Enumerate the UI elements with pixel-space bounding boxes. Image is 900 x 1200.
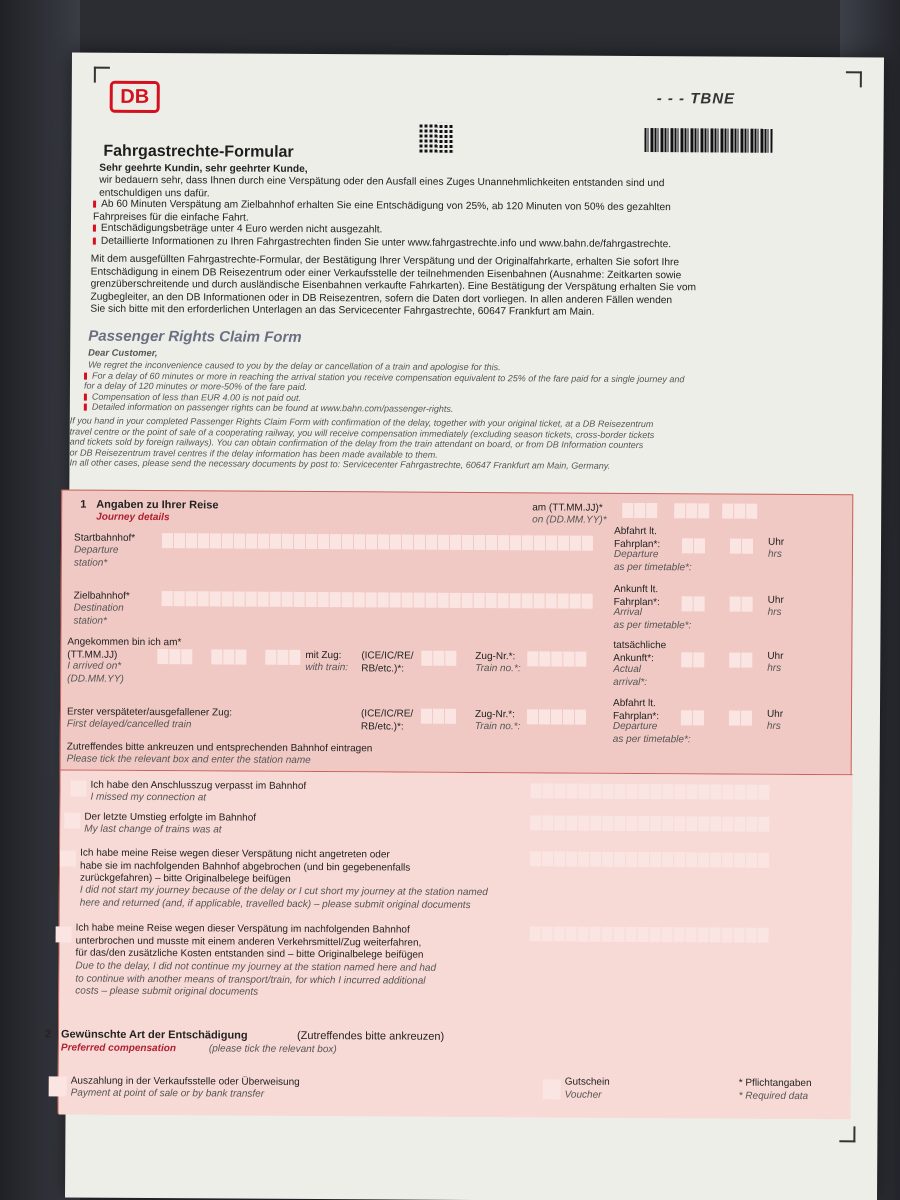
bullet-de-1: Ab 60 Minuten Verspätung am Zielbahnhof erhalten Sie eine Entschädigung von 25%, ab 120 Minuten von 50% des gezahlten Fahrpreises für die einfache Fahrt.	[93, 199, 671, 228]
bullet-en-2: Compensation of less than EUR 4.00 is not paid out.	[84, 392, 301, 403]
date-label-de: am (TT.MM.JJ)*	[532, 502, 603, 514]
bullet-en-1: For a delay of 60 minutes or more in reaching the arrival station you receive compensation equivalent to 25% of the fare paid for a single journey and for a delay of 120 minutes or more-50% of the fare paid.	[84, 371, 684, 395]
dep-time-label-en: Departure as per timetable*:	[613, 548, 692, 573]
first-delayed-label-en: First delayed/cancelled train	[66, 718, 192, 731]
option4-label-en: Due to the delay, I did not continue my journey at the station named here and had to continue with another means of transport/train, for which I incurred additional costs – please submit original documents	[75, 960, 437, 998]
option1-label-en: I missed my connection at	[90, 791, 207, 804]
arrived-label-en: I arrived on* (DD.MM.YY)	[67, 660, 124, 685]
crop-mark-bottom-right	[839, 1126, 855, 1142]
option2-label-de: Der letzte Umstieg erfolgte im Bahnhof	[84, 811, 257, 824]
journey-interrupted-checkbox[interactable]	[56, 926, 72, 942]
dep-minute-input[interactable]	[730, 539, 753, 554]
hrs-label-1: hrs	[767, 548, 782, 560]
voucher-checkbox[interactable]	[543, 1079, 561, 1099]
dep-time-label-de: Abfahrt lt. Fahrplan*:	[613, 525, 661, 550]
arrived-month-input[interactable]	[211, 649, 246, 664]
required-label-de: * Pflichtangaben	[738, 1077, 812, 1090]
qr-code-icon	[419, 123, 453, 153]
actual-hour-input[interactable]	[681, 652, 704, 667]
paragraph-en: If you hand in your completed Passenger Rights Claim Form with confirmation of the delay, together with your original ticket, at a DB Reisezentrum travel centre or the point of sale of a cooperating railway, you will receive compensation immediately (excluding season tickets, cross-border tickets and tickets sold by foreign railways). You can obtain confirmation of the delay from the train attendant on board, or from DB Information counters or DB Reisezentrum travel centres if the delay information has been made available to them. In all other cases, please send the necessary documents by post to: Servicecenter Fahrgastrechte, 60647 Frankfurt am Main, Germany.	[69, 415, 655, 472]
intro-en: We regret the inconvenience caused to you by the delay or cancellation of a train and apologise for this.	[88, 359, 501, 373]
arr-time-label-en: Arrival as per timetable*:	[613, 606, 692, 631]
option3-station-input[interactable]	[530, 851, 769, 867]
greeting-de: Sehr geehrte Kundin, sehr geehrter Kunde,	[99, 162, 308, 175]
with-train-label-de: mit Zug:	[305, 649, 342, 662]
start-station-label-en: Departure station*	[73, 544, 119, 569]
dest-station-input[interactable]	[162, 591, 593, 609]
date-label-en: on (DD.MM.YY)*	[532, 514, 607, 526]
hrs-label-4: hrs	[766, 720, 781, 732]
form-title-de: Fahrgastrechte-Formular	[103, 142, 294, 161]
db-logo: DB	[110, 81, 160, 113]
arr-time-label-de: Ankunft lt. Fahrplan*:	[613, 583, 660, 608]
tick-instruction-en: Please tick the relevant box and enter the station name	[66, 753, 311, 766]
start-station-label-de: Startbahnhof*	[74, 532, 136, 544]
bullet-en-3: Detailed information on passenger rights can be found at www.bahn.com/passenger-rights.	[84, 402, 454, 414]
section1-number: 1	[80, 498, 87, 511]
section2-note-de: (Zutreffendes bitte ankreuzen)	[296, 1029, 445, 1043]
tick-instruction-de: Zutreffendes bitte ankreuzen und entsprechenden Bahnhof eintragen	[66, 741, 373, 755]
barcode-icon	[644, 128, 772, 153]
greeting-en: Dear Customer,	[88, 346, 158, 359]
option4-label-de: Ich habe meine Reise wegen dieser Verspätung im nachfolgenden Bahnhof unterbrochen und musste mit einem anderen Verkehrsmittel/Zug weiterfahren, für das/den zusätzliche Kosten entstanden sind – bitte Originalbelege beifügen	[75, 922, 424, 961]
uhr-label-1: Uhr	[767, 536, 785, 548]
train-type-input-2[interactable]	[421, 709, 456, 724]
actual-arrival-label-en: Actual arrival*:	[613, 663, 648, 688]
arrived-label-de: Angekommen bin ich am* (TT.MM.JJ)	[67, 636, 182, 661]
train-no-label-de-1: Zug-Nr.*:	[475, 650, 516, 663]
first-dep-hour-input[interactable]	[681, 710, 704, 725]
arrived-year-input[interactable]	[265, 650, 300, 665]
bullet-de-2: Entschädigungsbeträge unter 4 Euro werden nicht ausgezahlt.	[93, 223, 383, 237]
dep-time-label-en-2: Departure as per timetable*:	[612, 720, 691, 745]
journey-not-started-checkbox[interactable]	[60, 850, 76, 866]
section2-title-de: Gewünschte Art der Entschädigung	[60, 1028, 248, 1042]
section2-title-en: Preferred compensation	[60, 1042, 177, 1055]
option1-station-input[interactable]	[530, 783, 769, 799]
last-change-checkbox[interactable]	[64, 812, 80, 828]
dep-hour-input[interactable]	[682, 538, 705, 553]
train-type-label-1: (ICE/IC/RE/ RB/etc.)*:	[361, 650, 414, 675]
voucher-label-de: Gutschein	[564, 1076, 610, 1088]
uhr-label-3: Uhr	[767, 650, 784, 662]
paragraph-de: Mit dem ausgefüllten Fahrgastrechte-Formular, der Bestätigung Ihrer Verspätung und der Originalfahrkarte, erhalten Sie sofort Ihre Entschädigung in einem DB Reisezentrum oder einer Verkaufsstelle der teilnehmenden Eisenbahnen (Ausnahme: Zeitkarten sowie grenzüberschreitende und durch ausländische Eisenbahnen verkaufte Fahrkarten). Eine Bestätigung der Verspätung erhalten Sie vom Zugbegleiter, an den DB Informationen oder in DB Reisezentren, sofern die Daten dort vorliegen. In allen anderen Fällen wenden Sie sich bitte mit den erforderlichen Unterlagen an das Servicecenter Fahrgastrechte, 60647 Frankfurt am Main.	[90, 253, 697, 318]
payout-label-de: Auszahlung in der Verkaufsstelle oder Überweisung	[70, 1075, 300, 1088]
hrs-label-3: hrs	[767, 662, 782, 674]
option2-label-en: My last change of trains was at	[84, 823, 222, 836]
first-delayed-label-de: Erster verspäteter/ausgefallener Zug:	[66, 706, 233, 719]
option4-station-input[interactable]	[530, 926, 769, 942]
dep-time-label-de-2: Abfahrt lt. Fahrplan*:	[612, 697, 660, 722]
uhr-label-4: Uhr	[766, 708, 784, 720]
payout-label-en: Payment at point of sale or by bank transfer	[70, 1087, 265, 1100]
train-no-label-de-2: Zug-Nr.*:	[474, 708, 516, 721]
bullet-de-3: Detaillierte Informationen zu Ihren Fahrgastrechten finden Sie unter www.fahrgastrechte.info und www.bahn.de/fahrgastrechte.	[93, 236, 671, 252]
month-input[interactable]	[674, 503, 709, 518]
option1-label-de: Ich habe den Anschlusszug verpasst im Bahnhof	[90, 779, 307, 792]
section1-title-de: Angaben zu Ihrer Reise	[96, 498, 219, 512]
train-type-label-2: (ICE/IC/RE/ RB/etc.)*:	[360, 708, 414, 733]
train-no-label-en-1: Train no.*:	[475, 662, 521, 675]
tbne-logo: - - - TBNE	[657, 90, 735, 107]
crop-mark-top-left	[94, 67, 110, 83]
actual-arrival-label-de: tatsächliche Ankunft*:	[613, 639, 667, 664]
uhr-label-2: Uhr	[767, 594, 784, 606]
missed-connection-checkbox[interactable]	[70, 781, 86, 797]
option3-label-en: I did not start my journey because of the delay or I cut short my journey at the station named here and returned (and, if applicable, travelled back) – please submit original documents	[79, 884, 488, 911]
arrived-day-input[interactable]	[157, 649, 192, 664]
form-area	[44, 489, 854, 1118]
form-title-en: Passenger Rights Claim Form	[88, 327, 302, 346]
actual-minute-input[interactable]	[729, 653, 752, 668]
dest-station-label-de: Zielbahnhof*	[73, 590, 130, 602]
dest-station-label-en: Destination station*	[73, 602, 124, 627]
option2-station-input[interactable]	[530, 815, 769, 831]
section1-title-en: Journey details	[96, 511, 170, 524]
claim-form-sheet	[44, 53, 884, 1200]
hrs-label-2: hrs	[767, 606, 782, 618]
section2-number: 2	[44, 1028, 52, 1041]
option3-label-de: Ich habe meine Reise wegen dieser Verspätung nicht angetreten oder habe sie im nachfolgenden Bahnhof abgebrochen (und bin gegebenenfalls zurückgefahren) – bitte Originalbelege beifügen	[79, 847, 411, 885]
train-no-label-en-2: Train no.*:	[474, 720, 521, 733]
arr-minute-input[interactable]	[730, 597, 753, 612]
date-input[interactable]	[622, 503, 657, 518]
crop-mark-top-right	[846, 71, 862, 87]
required-label-en: * Required data	[738, 1090, 809, 1103]
with-train-label-en: with train:	[305, 661, 349, 674]
year-input[interactable]	[722, 504, 757, 519]
payout-checkbox[interactable]	[49, 1076, 67, 1096]
arr-hour-input[interactable]	[682, 596, 705, 611]
train-no-input-1[interactable]	[527, 651, 586, 666]
intro-de: wir bedauern sehr, dass Ihnen durch eine Verspätung oder den Ausfall eines Zuges Unannehmlichkeiten entstanden sind und entschuldigen uns dafür.	[99, 174, 665, 199]
train-no-input-2[interactable]	[527, 709, 586, 724]
section2-note-en: (please tick the relevant box)	[208, 1043, 337, 1056]
voucher-label-en: Voucher	[564, 1089, 602, 1101]
start-station-input[interactable]	[162, 533, 593, 551]
first-dep-minute-input[interactable]	[729, 711, 752, 726]
train-type-input-1[interactable]	[421, 651, 456, 666]
